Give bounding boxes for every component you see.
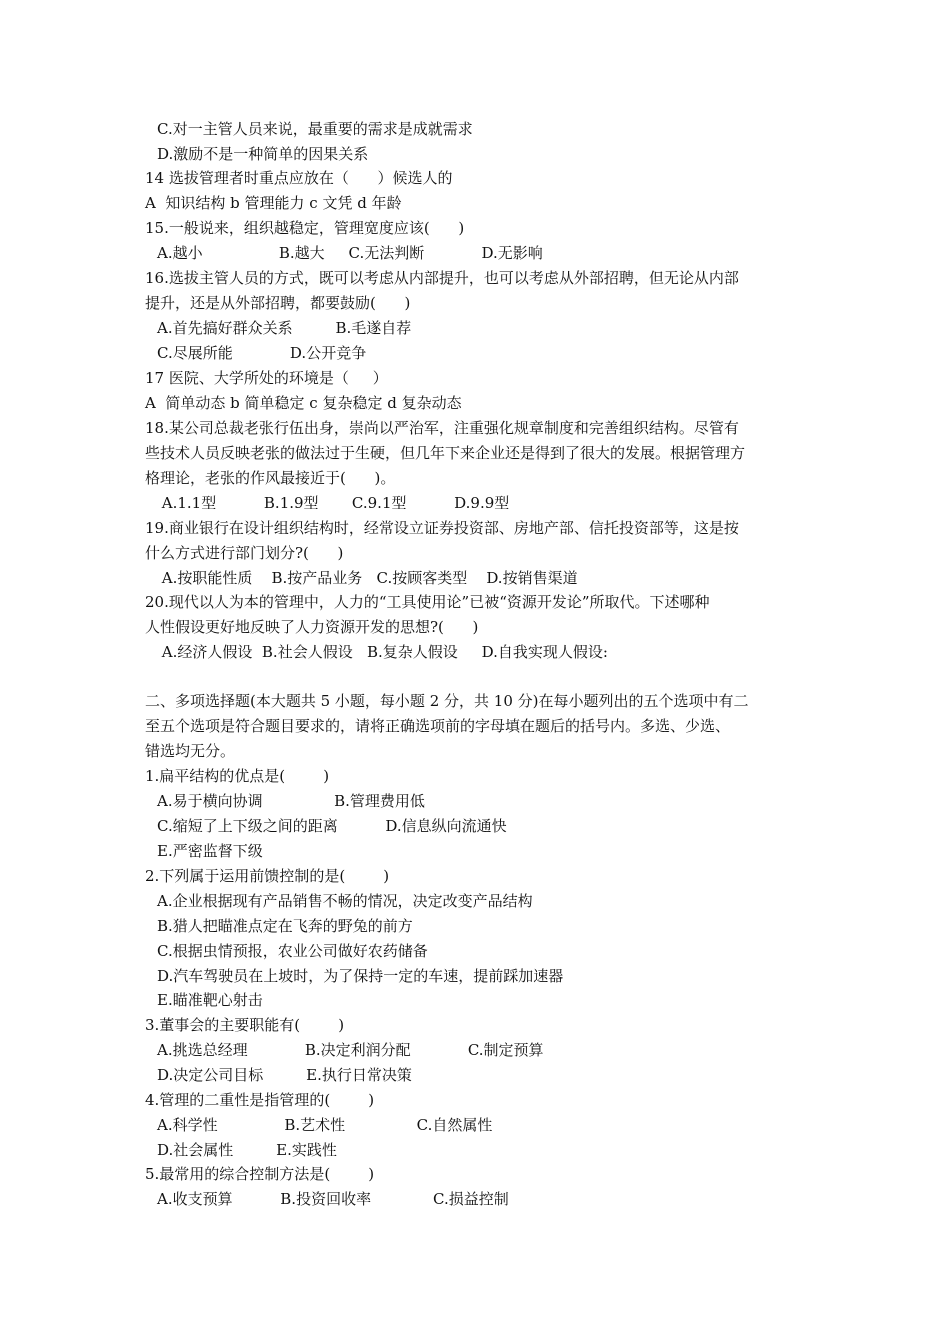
- text-line: D.决定公司目标 E.执行日常决策: [157, 1066, 412, 1084]
- text-line: B.猎人把瞄准点定在飞奔的野兔的前方: [157, 917, 413, 935]
- text-line: C.尽展所能 D.公开竞争: [157, 344, 367, 362]
- text-line: A.首先搞好群众关系 B.毛遂自荐: [157, 319, 412, 337]
- text-line: C.缩短了上下级之间的距离 D.信息纵向流通快: [157, 817, 507, 835]
- text-line: A 简单动态 b 简单稳定 c 复杂稳定 d 复杂动态: [145, 394, 462, 412]
- text-line: E.瞄准靶心射击: [157, 991, 263, 1009]
- question-15: 15.一般说来，组织越稳定，管理宽度应该( ): [145, 219, 465, 237]
- question-16: 16.选拔主管人员的方式，既可以考虑从内部提升，也可以考虑从外部招聘，但无论从内部: [145, 269, 739, 287]
- question-14: 14 选拔管理者时重点应放在（ ）候选人的: [145, 169, 453, 187]
- multi-question-4: 4.管理的二重性是指管理的( ): [145, 1091, 375, 1109]
- text-line: A.越小 B.越大 C.无法判断 D.无影响: [157, 244, 543, 262]
- text-line: A.易于横向协调 B.管理费用低: [157, 792, 425, 810]
- multi-question-5: 5.最常用的综合控制方法是( ): [145, 1165, 375, 1183]
- text-line: A.科学性 B.艺术性 C.自然属性: [157, 1116, 493, 1134]
- text-line: 格理论，老张的作风最接近于( )。: [145, 469, 396, 487]
- text-line: 至五个选项是符合题目要求的，请将正确选项前的字母填在题后的括号内。多选、少选、: [145, 717, 731, 735]
- text-line: D.汽车驾驶员在上坡时，为了保持一定的车速，提前踩加速器: [157, 967, 564, 985]
- text-line: 些技术人员反映老张的做法过于生硬，但几年下来企业还是得到了很大的发展。根据管理方: [145, 444, 746, 462]
- multi-question-1: 1.扁平结构的优点是( ): [145, 767, 330, 785]
- text-line: A.企业根据现有产品销售不畅的情况，决定改变产品结构: [157, 892, 533, 910]
- multi-question-3: 3.董事会的主要职能有( ): [145, 1016, 345, 1034]
- text-line: E.严密监督下级: [157, 842, 263, 860]
- text-line: A.收支预算 B.投资回收率 C.损益控制: [157, 1190, 509, 1208]
- text-line: 人性假设更好地反映了人力资源开发的思想?( ): [145, 618, 479, 636]
- text-line: D.激励不是一种简单的因果关系: [157, 145, 369, 163]
- question-20: 20.现代以人为本的管理中，人力的“工具使用论”已被“资源开发论”所取代。下述哪种: [145, 593, 710, 611]
- question-19: 19.商业银行在设计组织结构时，经常设立证券投资部、房地产部、信托投资部等，这是按: [145, 519, 739, 537]
- text-line: 什么方式进行部门划分?( ): [145, 544, 344, 562]
- text-line: A 知识结构 b 管理能力 c 文凭 d 年龄: [145, 194, 402, 212]
- text-line: C.根据虫情预报，农业公司做好农药储备: [157, 942, 428, 960]
- text-line: 错选均无分。: [145, 742, 236, 760]
- text-line: 提升，还是从外部招聘，都要鼓励( ): [145, 294, 411, 312]
- text-line: A.按职能性质 B.按产品业务 C.按顾客类型 D.按销售渠道: [157, 569, 578, 587]
- text-line: C.对一主管人员来说，最重要的需求是成就需求: [157, 120, 473, 138]
- text-line: A.经济人假设 B.社会人假设 B.复杂人假设 D.自我实现人假设:: [157, 643, 608, 661]
- text-line: A.1.1型 B.1.9型 C.9.1型 D.9.9型: [157, 494, 510, 512]
- question-17: 17 医院、大学所处的环境是（ ）: [145, 369, 388, 387]
- question-18: 18.某公司总裁老张行伍出身，崇尚以严治军，注重强化规章制度和完善组织结构。尽管有: [145, 419, 739, 437]
- multi-question-2: 2.下列属于运用前馈控制的是( ): [145, 867, 390, 885]
- section-heading: 二、多项选择题(本大题共 5 小题，每小题 2 分，共 10 分)在每小题列出的五个选项中有二: [145, 692, 749, 710]
- text-line: A.挑选总经理 B.决定利润分配 C.制定预算: [157, 1041, 544, 1059]
- text-line: D.社会属性 E.实践性: [157, 1141, 337, 1159]
